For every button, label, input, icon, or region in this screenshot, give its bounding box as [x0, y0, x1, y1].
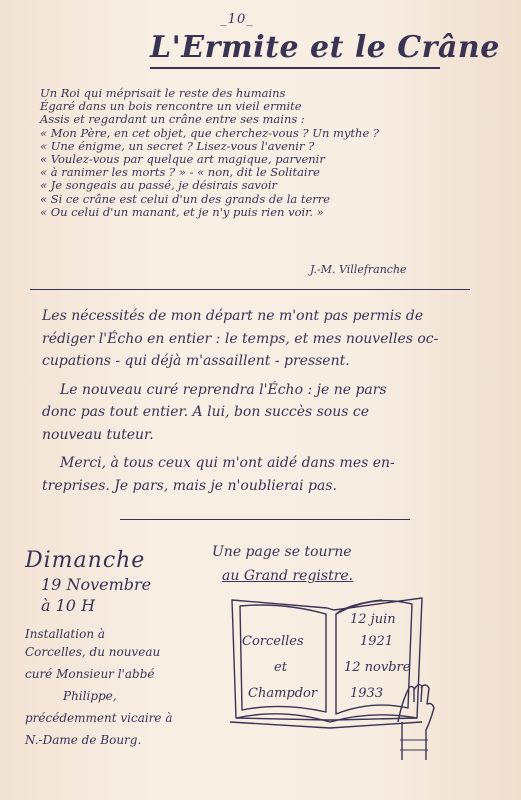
message-paragraph: [42, 305, 492, 373]
poem-line: « Ou celui d'un manant, et je n'y puis rien voir. »: [40, 204, 324, 219]
divider-bottom: [120, 519, 410, 520]
message-line: rédiger l'Écho en entier : le temps, et mes nouvelles oc-: [42, 330, 439, 347]
announcement-line: Corcelles, du nouveau: [25, 645, 161, 659]
message-paragraph: [42, 379, 492, 447]
page-title: L'Ermite et le Crâne: [150, 30, 440, 69]
announcement-date: 19 Novembre: [41, 575, 152, 594]
message-paragraph: [42, 452, 492, 497]
page-number: _10_: [220, 12, 254, 27]
message-line: Les nécessités de mon départ ne m'ont pas permis de: [42, 308, 424, 324]
message-line: cupations - qui déjà m'assaillent - pressent.: [42, 353, 350, 369]
poem-line: « Mon Père, en cet objet, que cherchez-vous ? Un mythe ?: [40, 125, 380, 140]
poem-line: « Une énigme, un secret ? Lisez-vous l'avenir ?: [40, 138, 315, 153]
caption-line: Une page se tourne: [212, 544, 352, 560]
announcement-line: curé Monsieur l'abbé: [25, 667, 155, 681]
poem-line: « Voulez-vous par quelque art magique, parvenir: [40, 152, 325, 167]
register-caption: [212, 540, 402, 588]
message-line: treprises. Je pars, mais je n'oublierai pas.: [42, 477, 337, 494]
book-right-line: 12 novbre: [344, 660, 411, 675]
book-left-line: Corcelles: [242, 634, 304, 649]
announcement-line: précédemment vicaire à: [25, 711, 173, 725]
poem: [40, 87, 480, 219]
poem-line: « Si ce crâne est celui d'un des grands de la terre: [40, 191, 331, 206]
announcement-line: N.-Dame de Bourg.: [25, 733, 142, 747]
divider-top: [30, 289, 470, 290]
poem-line: « à ranimer les morts ? » - « non, dit le Solitaire: [40, 165, 320, 180]
register-book-illustration: [222, 590, 452, 790]
poem-line: Égaré dans un bois rencontre un vieil ermite: [40, 99, 302, 114]
book-left-line: Champdor: [248, 686, 318, 701]
announcement-time: à 10 H: [41, 596, 96, 615]
announcement-line: Installation à: [25, 627, 106, 641]
poem-line: « Je songeais au passé, je désirais savoir: [40, 178, 278, 193]
message-line: nouveau tuteur.: [42, 426, 154, 443]
book-right-line: 12 juin: [350, 612, 396, 627]
farewell-message: [42, 305, 492, 503]
announcement-line: Philippe,: [63, 689, 117, 703]
message-line: donc pas tout entier. A lui, bon succès sous ce: [42, 404, 370, 420]
book-left-line: et: [274, 660, 287, 675]
message-line: Merci, à tous ceux qui m'ont aidé dans mes en-: [60, 455, 395, 471]
poem-line: Un Roi qui méprisait le reste des humains: [40, 86, 286, 100]
book-right-line: 1933: [350, 686, 384, 701]
caption-line: au Grand registre.: [222, 568, 354, 584]
poem-line: Assis et regardant un crâne entre ses mains :: [40, 112, 305, 127]
message-line: Le nouveau curé reprendra l'Écho : je ne pars: [60, 381, 387, 398]
announcement: [25, 548, 220, 751]
poem-signature: J.-M. Villefranche: [310, 263, 407, 276]
announcement-day: Dimanche: [25, 548, 146, 573]
book-right-line: 1921: [360, 634, 394, 649]
